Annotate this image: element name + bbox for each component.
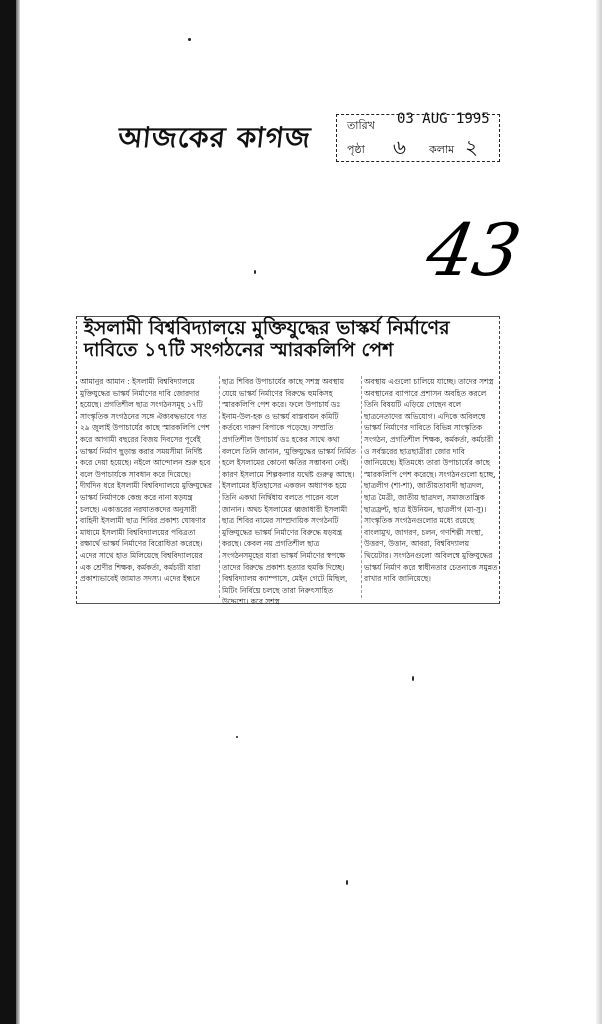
stamp-date: 03 AUG 1995: [397, 111, 490, 127]
scan-right-edge: [596, 0, 602, 1024]
column-divider: [219, 376, 220, 598]
headline-line-2: দাবিতে ১৭টি সংগঠনের স্মারকলিপি পেশ: [84, 338, 394, 361]
stamp-column-label: কলাম: [429, 143, 455, 156]
article-headline: [84, 318, 500, 362]
scan-speck: [236, 736, 238, 738]
scan-left-edge: [16, 0, 20, 1024]
article-column-3: [364, 376, 498, 598]
column-2-text: ছাত্র শিবির উপাচার্যের কাছে সশস্ত্র অবস্থায় যেয়ে ভাস্কর্য নির্মাণের বিরুদ্ধে হুমকিসহ স্মারকলিপি পেশ করে। ফলে উপাচার্য ডঃ ইনাম-উল-হক ও ভাস্কর্য বাস্তবায়ন কমিটি কর্তব্যে দারুণ বিপাকে পড়েছে। সম্প্রতি প্রগতিশীল উপাচার্য ডঃ হকের সাথে কথা বললে তিনি জানান, 'মুক্তিযুদ্ধের ভাস্কর্য নির্মিত হলে ইসলামের কোনো ক্ষতির সম্ভাবনা নেই। কারণ ইসলামে শিল্পকলার যথেষ্ট গুরুত্ব আছে। ইসলামের ইতিহাসের একজন অধ্যাপক হয়ে তিনি একথা নির্দ্বিধায় বলতে পারেন বলে জানান। অথচ ইসলামের ধ্বজাধারী ইসলামী ছাত্র শিবির নামের সাম্প্রদায়িক সংগঠনটি মুক্তিযুদ্ধের ভাস্কর্য নির্মাণের বিরুদ্ধে ষড়যন্ত্র করছে। কেবল নয় প্রগতিশীল ছাত্র সংগঠনসমূহের যারা ভাস্কর্য নির্মাণের স্বপক্ষে তাদের বিরুদ্ধে প্রকাশ্য হত্যার হুমকি দিচ্ছে। বিশ্ববিদ্যালয় ক্যাম্পাসে, মেইন গেটে মিছিল, মিটিং নির্বিঘ্নে চলছে তারা নিরুৎসাহিত উদ্দেশ্যে। করে সশস্ত্র: [222, 377, 356, 607]
article-column-1: [80, 376, 214, 598]
stamp-page-label: পৃষ্ঠা: [347, 143, 365, 156]
scan-speck: [412, 676, 414, 681]
article-column-2: [222, 376, 356, 607]
newspaper-masthead: আজকের কাগজ: [116, 121, 313, 154]
column-3-text: অবস্থায় এগুলো চালিয়ে যাচ্ছে। তাদের সশস্ত্র অবস্থানের ব্যাপারে প্রশাসন অবহিত করলে তিনি বিষয়টি এড়িয়ে গেছেন বলে ছাত্রনেতাদের অভিযোগ। এদিকে অবিলম্বে ভাস্কর্য নির্মাণের দাবিতে বিভিন্ন সাংস্কৃতিক সংগঠন, প্রগতিশীল শিক্ষক, কর্মকর্তা, কর্মচারী ও সর্বস্তরের ছাত্রছাত্রীরা জোর দাবি জানিয়েছে। ইতিমধ্যে তারা উপাচার্যের কাছে স্মারকলিপি পেশ করেছে। সংগঠনগুলো হচ্ছে, ছাত্রলীগ (শা-শা), জাতীয়তাবাদী ছাত্রদল, ছাত্র মৈত্রী, জাতীয় ছাত্রদল, সমাজতান্ত্রিক ছাত্রফ্রন্ট, ছাত্র ইউনিয়ন, ছাত্রলীগ (মা-সু)। সাংস্কৃতিক সংগঠনগুলোর মধ্যে রয়েছে বাংলামুখ, জাগরণ, চলন, গণশিল্পী সংস্থা, উত্তরণ, উত্তান, আবরা, বিশ্ববিদ্যালয় থিয়েটার। সংগঠনগুলো অবিলম্বে মুক্তিযুদ্ধের ভাস্কর্য নির্মাণ করে স্বাধীনতার চেতনাকে সমুন্নত রাখার দাবি জানিয়েছে।: [364, 377, 498, 584]
stamp-page: ৬: [393, 135, 407, 159]
scan-speck: [188, 38, 191, 41]
scan-left-shadow: [0, 0, 16, 1024]
column-1-text: আমানুর আমান : ইসলামী বিশ্ববিদ্যালয়ে মুক্তিযুদ্ধের ভাস্কর্য নির্মাণের দাবি জোরদার হয়েছে। প্রগতিশীল ছাত্র সংগঠনসমূহ ১৭টি সাংস্কৃতিক সংগঠনের সঙ্গে ঐক্যবদ্ধভাবে গত ২৯ জুলাই উপাচার্যের কাছে স্মারকলিপি পেশ করে আগামী বছরের বিজয় দিবসের পূর্বেই ভাস্কর্য নির্মাণ ছুড়ান্ত করার সময়সীমা নির্দিষ্ট করে দেয়া হয়েছে। নইলে আন্দোলন শুরু হবে বলে উপাচার্যকে সাবধান করে দিয়েছে। দীর্ঘদিন ধরে ইসলামী বিশ্ববিদ্যালয়ে মুক্তিযুদ্ধের ভাস্কর্য নির্মাণকে কেন্দ্র করে নানা ষড়যন্ত্র চলছে। একাত্তরের নরঘাতকদের অনুসারী বাহিনী ইসলামী ছাত্র শিবির প্রকাশ্য ঘোষণার মাধ্যমে ইসলামী বিশ্ববিদ্যালয়ের পবিত্রতা রক্ষার্থে ভাস্কর্য নির্মাণের বিরোধিতা করেছে। এদের সাথে হাত মিলিয়েছে বিশ্ববিদ্যালয়ের এক শ্রেণীর শিক্ষক, কর্মকর্তা, কর্মচারী যারা প্রকাশ্যভাবেই জামাত সদস্য। এদের ইন্ধনে: [80, 377, 212, 584]
column-divider: [361, 376, 362, 598]
stamp-column: ২: [465, 135, 479, 159]
scan-speck: [346, 880, 348, 885]
stamp-date-label: তারিখ: [347, 119, 375, 132]
article-body: [80, 376, 498, 607]
scan-speck: [254, 270, 256, 274]
handwritten-page-number: 43: [420, 208, 528, 292]
headline-line-1: ইসলামী বিশ্ববিদ্যালয়ে মুক্তিযুদ্ধের ভাস্কর্য নির্মাণের: [84, 317, 450, 339]
date-stamp: [336, 111, 500, 162]
